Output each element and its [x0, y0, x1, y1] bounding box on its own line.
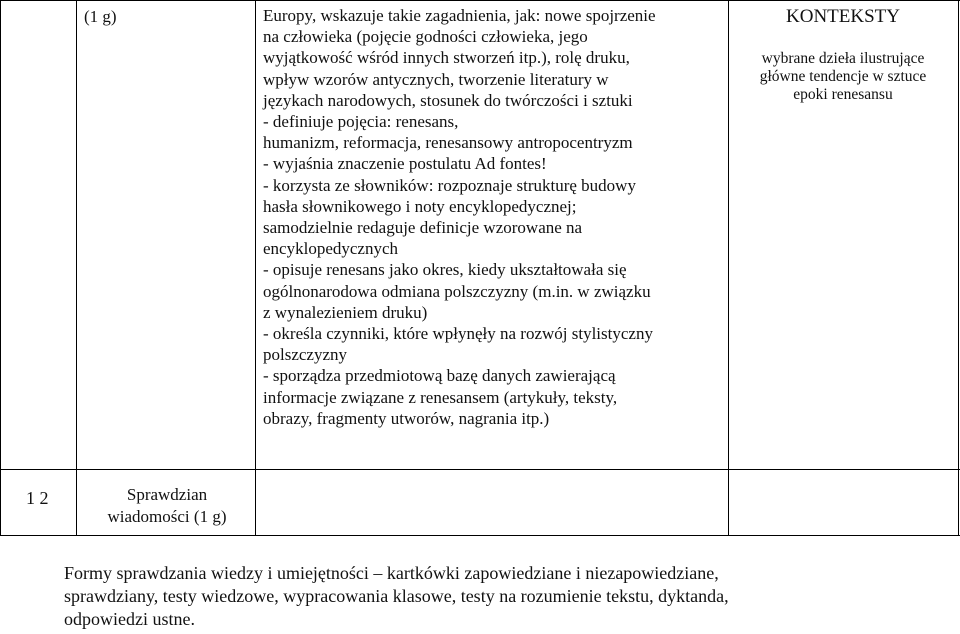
- requirements-line: Europy, wskazuje takie zagadnienia, jak: nowe spojrzenie: [263, 6, 656, 25]
- column-divider-1: [76, 0, 77, 536]
- table-border-top: [0, 0, 960, 1]
- requirements-line: wyjątkowość wśród innych stworzeń itp.), rolę druku,: [263, 48, 630, 68]
- requirements-line: hasła słownikowego i noty encyklopedycznej;: [263, 196, 577, 216]
- requirements-line: na człowieka (pojęcie godności człowieka, jego: [263, 27, 588, 47]
- requirements-line: - korzysta ze słowników: rozpoznaje strukturę budowy: [263, 175, 636, 195]
- row2-number-cell: 1 2: [26, 488, 49, 508]
- requirements-line: obrazy, fragmenty utworów, nagrania itp.): [263, 408, 550, 428]
- requirements-line: - sporządza przedmiotową bazę danych zawierającą: [263, 366, 616, 386]
- table-border-right: [958, 0, 959, 536]
- row1-hours-cell: (1 g): [84, 7, 117, 26]
- requirements-line: ogólnonarodowa odmiana polszczyzny (m.in. w związku: [263, 281, 651, 301]
- row1-requirements-cell: [263, 5, 725, 429]
- context-line: wybrane dzieła ilustrujące: [761, 50, 925, 67]
- requirements-line: z wynalezieniem druku): [263, 302, 428, 322]
- row2-title-cell: [82, 484, 252, 528]
- footer-line: Formy sprawdzania wiedzy i umiejętności – kartkówki zapowiedziane i niezapowiedziane,: [64, 563, 719, 583]
- context-line: epoki renesansu: [793, 86, 893, 103]
- footer-line: sprawdziany, testy wiedzowe, wypracowania klasowe, testy na rozumienie tekstu, dyktanda,: [64, 586, 729, 606]
- row1-context-cell: [732, 6, 954, 104]
- row-divider: [0, 469, 960, 470]
- requirements-line: polszczyzny: [263, 345, 348, 365]
- column-divider-3: [728, 0, 729, 536]
- table-border-bottom: [0, 535, 960, 536]
- context-line: główne tendencje w sztuce: [759, 68, 927, 85]
- requirements-line: encyklopedycznych: [263, 239, 398, 259]
- row2-title-line: Sprawdzian: [126, 485, 208, 504]
- table-border-left: [0, 0, 1, 536]
- context-heading: KONTEKSTY: [786, 6, 900, 27]
- assessment-forms-paragraph: [64, 562, 944, 631]
- requirements-line: samodzielnie redaguje definicje wzorowane na: [263, 218, 583, 238]
- requirements-line: językach narodowych, stosunek do twórczości i sztuki: [263, 90, 633, 110]
- row2-title-line: wiadomości (1 g): [107, 507, 227, 526]
- requirements-line: informacje związane z renesansem (artykuły, teksty,: [263, 387, 618, 407]
- requirements-line: humanizm, reformacja, renesansowy antropocentryzm: [263, 133, 633, 153]
- footer-line: odpowiedzi ustne.: [64, 609, 195, 629]
- requirements-line: - określa czynniki, które wpłynęły na rozwój stylistyczny: [263, 324, 653, 344]
- requirements-line: - wyjaśnia znaczenie postulatu Ad fontes!: [263, 154, 547, 174]
- requirements-line: - opisuje renesans jako okres, kiedy ukształtowała się: [263, 260, 627, 280]
- column-divider-2: [255, 0, 256, 536]
- requirements-line: wpływ wzorów antycznych, tworzenie literatury w: [263, 69, 609, 89]
- requirements-line: - definiuje pojęcia: renesans,: [263, 112, 459, 132]
